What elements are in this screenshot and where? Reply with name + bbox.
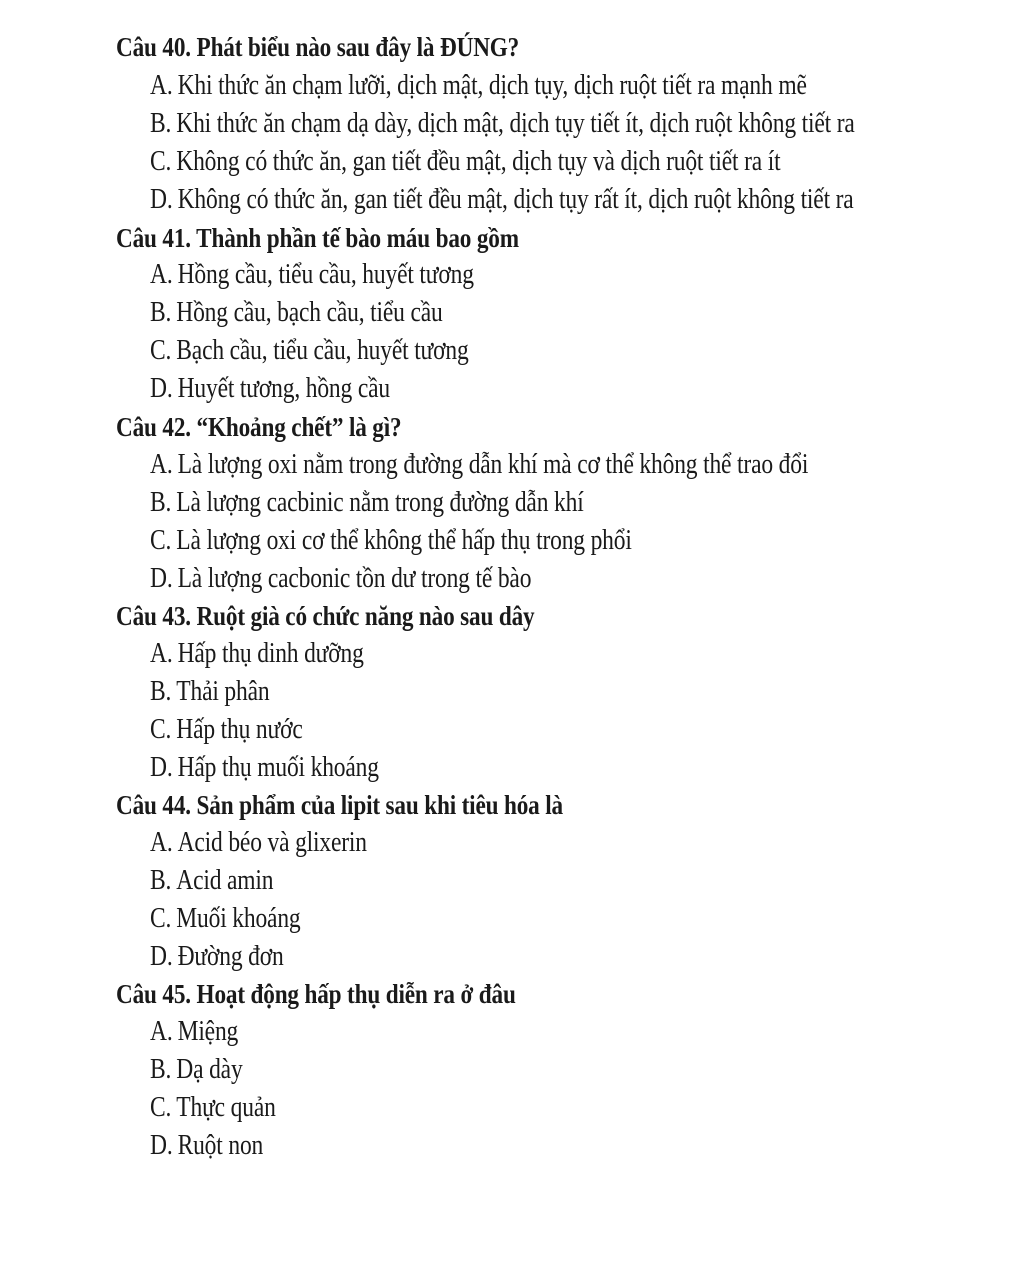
option-letter: B.	[150, 676, 172, 707]
question-41-option-d	[150, 373, 390, 405]
question-43-title: Câu 43. Ruột già có chức năng nào sau dây	[116, 601, 535, 631]
question-40-option-b	[150, 108, 855, 140]
question-40-option-c	[150, 146, 780, 178]
question-42-option-b	[150, 487, 584, 519]
option-text: Miệng	[177, 1016, 239, 1047]
option-text: Hồng cầu, tiểu cầu, huyết tương	[177, 259, 474, 290]
option-letter: B.	[150, 865, 172, 896]
option-letter: D.	[150, 373, 173, 404]
question-44-title: Câu 44. Sản phẩm của lipit sau khi tiêu hóa là	[116, 790, 563, 820]
option-letter: C.	[150, 335, 172, 366]
question-41-title: Câu 41. Thành phần tế bào máu bao gồm	[116, 223, 519, 253]
option-text: Là lượng cacbonic tồn dư trong tế bào	[177, 563, 532, 594]
option-text: Đường đơn	[177, 941, 284, 972]
option-text: Không có thức ăn, gan tiết đều mật, dịch tụy và dịch ruột tiết ra ít	[176, 146, 781, 177]
option-letter: C.	[150, 1092, 172, 1123]
option-text: Khi thức ăn chạm lưỡi, dịch mật, dịch tụy, dịch ruột tiết ra mạnh mẽ	[177, 70, 807, 101]
option-text: Là lượng oxi nằm trong đường dẫn khí mà cơ thể không thể trao đổi	[177, 449, 809, 480]
option-letter: B.	[150, 487, 172, 518]
option-letter: A.	[150, 638, 173, 669]
question-40-option-a	[150, 70, 807, 102]
question-45-option-a	[150, 1016, 238, 1048]
question-44-option-c	[150, 903, 301, 935]
question-43-option-c	[150, 714, 303, 746]
question-42-option-d	[150, 563, 531, 595]
option-text: Muối khoáng	[176, 903, 301, 934]
question-45-option-d	[150, 1130, 263, 1162]
option-letter: D.	[150, 563, 173, 594]
question-40-option-d	[150, 184, 854, 216]
question-41-option-c	[150, 335, 469, 367]
option-letter: A.	[150, 827, 173, 858]
question-41-option-a	[150, 259, 474, 291]
question-44-option-b	[150, 865, 273, 897]
option-letter: C.	[150, 525, 172, 556]
option-letter: A.	[150, 1016, 173, 1047]
option-text: Hấp thụ muối khoáng	[177, 752, 379, 783]
option-text: Hấp thụ dinh dưỡng	[177, 638, 364, 669]
option-text: Huyết tương, hồng cầu	[177, 373, 390, 404]
option-letter: B.	[150, 297, 172, 328]
option-letter: D.	[150, 941, 173, 972]
option-letter: A.	[150, 449, 173, 480]
question-41-option-b	[150, 297, 443, 329]
question-42-option-a	[150, 449, 808, 481]
option-text: Hấp thụ nước	[176, 714, 303, 745]
option-text: Hồng cầu, bạch cầu, tiểu cầu	[176, 297, 443, 328]
option-text: Ruột non	[177, 1130, 264, 1161]
option-letter: D.	[150, 1130, 173, 1161]
option-letter: B.	[150, 1054, 172, 1085]
question-44-option-a	[150, 827, 367, 859]
option-text: Bạch cầu, tiểu cầu, huyết tương	[176, 335, 469, 366]
option-letter: C.	[150, 146, 172, 177]
question-43-option-b	[150, 676, 269, 708]
option-letter: A.	[150, 259, 173, 290]
option-letter: D.	[150, 184, 173, 215]
question-43-option-a	[150, 638, 364, 670]
option-text: Là lượng cacbinic nằm trong đường dẫn khí	[176, 487, 584, 518]
question-40-title: Câu 40. Phát biểu nào sau đây là ĐÚNG?	[116, 32, 520, 62]
option-letter: A.	[150, 70, 173, 101]
option-letter: C.	[150, 903, 172, 934]
question-44-option-d	[150, 941, 284, 973]
question-45-option-c	[150, 1092, 276, 1124]
option-text: Là lượng oxi cơ thể không thể hấp thụ trong phổi	[176, 525, 632, 556]
option-text: Không có thức ăn, gan tiết đều mật, dịch tụy rất ít, dịch ruột không tiết ra	[177, 184, 854, 215]
option-text: Acid béo và glixerin	[177, 827, 367, 858]
option-letter: B.	[150, 108, 172, 139]
option-letter: C.	[150, 714, 172, 745]
question-42-title: Câu 42. “Khoảng chết” là gì?	[116, 412, 402, 442]
question-45-option-b	[150, 1054, 243, 1086]
question-45-title: Câu 45. Hoạt động hấp thụ diễn ra ở đâu	[116, 979, 516, 1009]
option-text: Dạ dày	[176, 1054, 243, 1085]
option-text: Thải phân	[176, 676, 270, 707]
question-43-option-d	[150, 752, 379, 784]
option-text: Khi thức ăn chạm dạ dày, dịch mật, dịch tụy tiết ít, dịch ruột không tiết ra	[176, 108, 855, 139]
option-letter: D.	[150, 752, 173, 783]
question-42-option-c	[150, 525, 632, 557]
option-text: Thực quản	[176, 1092, 276, 1123]
option-text: Acid amin	[176, 865, 274, 896]
